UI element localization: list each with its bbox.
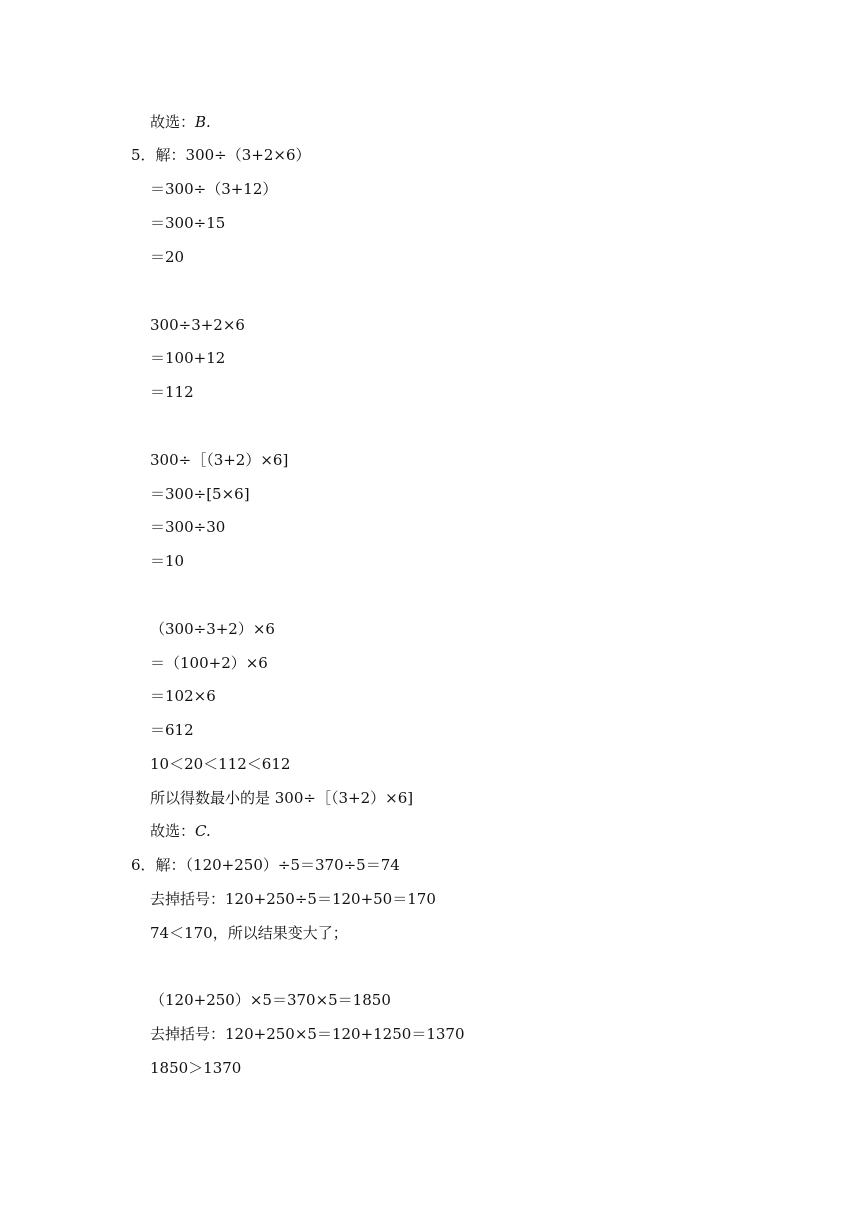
comparison-line: 1850＞1370 xyxy=(150,1059,242,1077)
calc-line: ＝300÷15 xyxy=(150,214,226,232)
calc-line: 300÷3+2×6 xyxy=(150,316,245,334)
calc-line: ＝112 xyxy=(150,383,194,401)
calc-line: （300÷3+2）×6 xyxy=(150,620,275,638)
calc-line: ＝300÷30 xyxy=(150,518,226,536)
calc-line: （120+250）×5＝370×5＝1850 xyxy=(150,991,391,1009)
calc-line: ＝20 xyxy=(150,248,185,266)
calc-line: ＝（100+2）×6 xyxy=(150,654,268,672)
calc-line: ＝612 xyxy=(150,721,194,739)
comparison-line: 10＜20＜112＜612 xyxy=(150,755,291,773)
answer-choice: C. xyxy=(195,822,211,840)
conclusion-line: 74＜170，所以结果变大了； xyxy=(150,924,348,942)
calc-line: ＝300÷（3+12） xyxy=(150,180,278,198)
answer-line xyxy=(150,112,211,132)
problem-5-heading: 5．解：300÷（3+2×6） xyxy=(131,146,311,164)
calc-line: ＝10 xyxy=(150,552,185,570)
calc-line: 300÷［（3+2）×6] xyxy=(150,451,289,469)
conclusion-line: 所以得数最小的是 300÷［（3+2）×6] xyxy=(150,789,414,807)
calc-line: 去掉括号：120+250÷5＝120+50＝170 xyxy=(150,890,436,908)
problem-6-heading: 6．解：（120+250）÷5＝370÷5＝74 xyxy=(131,856,400,874)
calc-line: ＝102×6 xyxy=(150,687,216,705)
calc-line: ＝300÷[5×6] xyxy=(150,485,250,503)
answer-line xyxy=(150,821,211,841)
answer-prefix: 故选： xyxy=(150,822,196,840)
answer-choice: B. xyxy=(195,113,211,131)
answer-prefix: 故选： xyxy=(150,113,196,131)
calc-line: 去掉括号：120+250×5＝120+1250＝1370 xyxy=(150,1025,465,1043)
calc-line: ＝100+12 xyxy=(150,349,226,367)
